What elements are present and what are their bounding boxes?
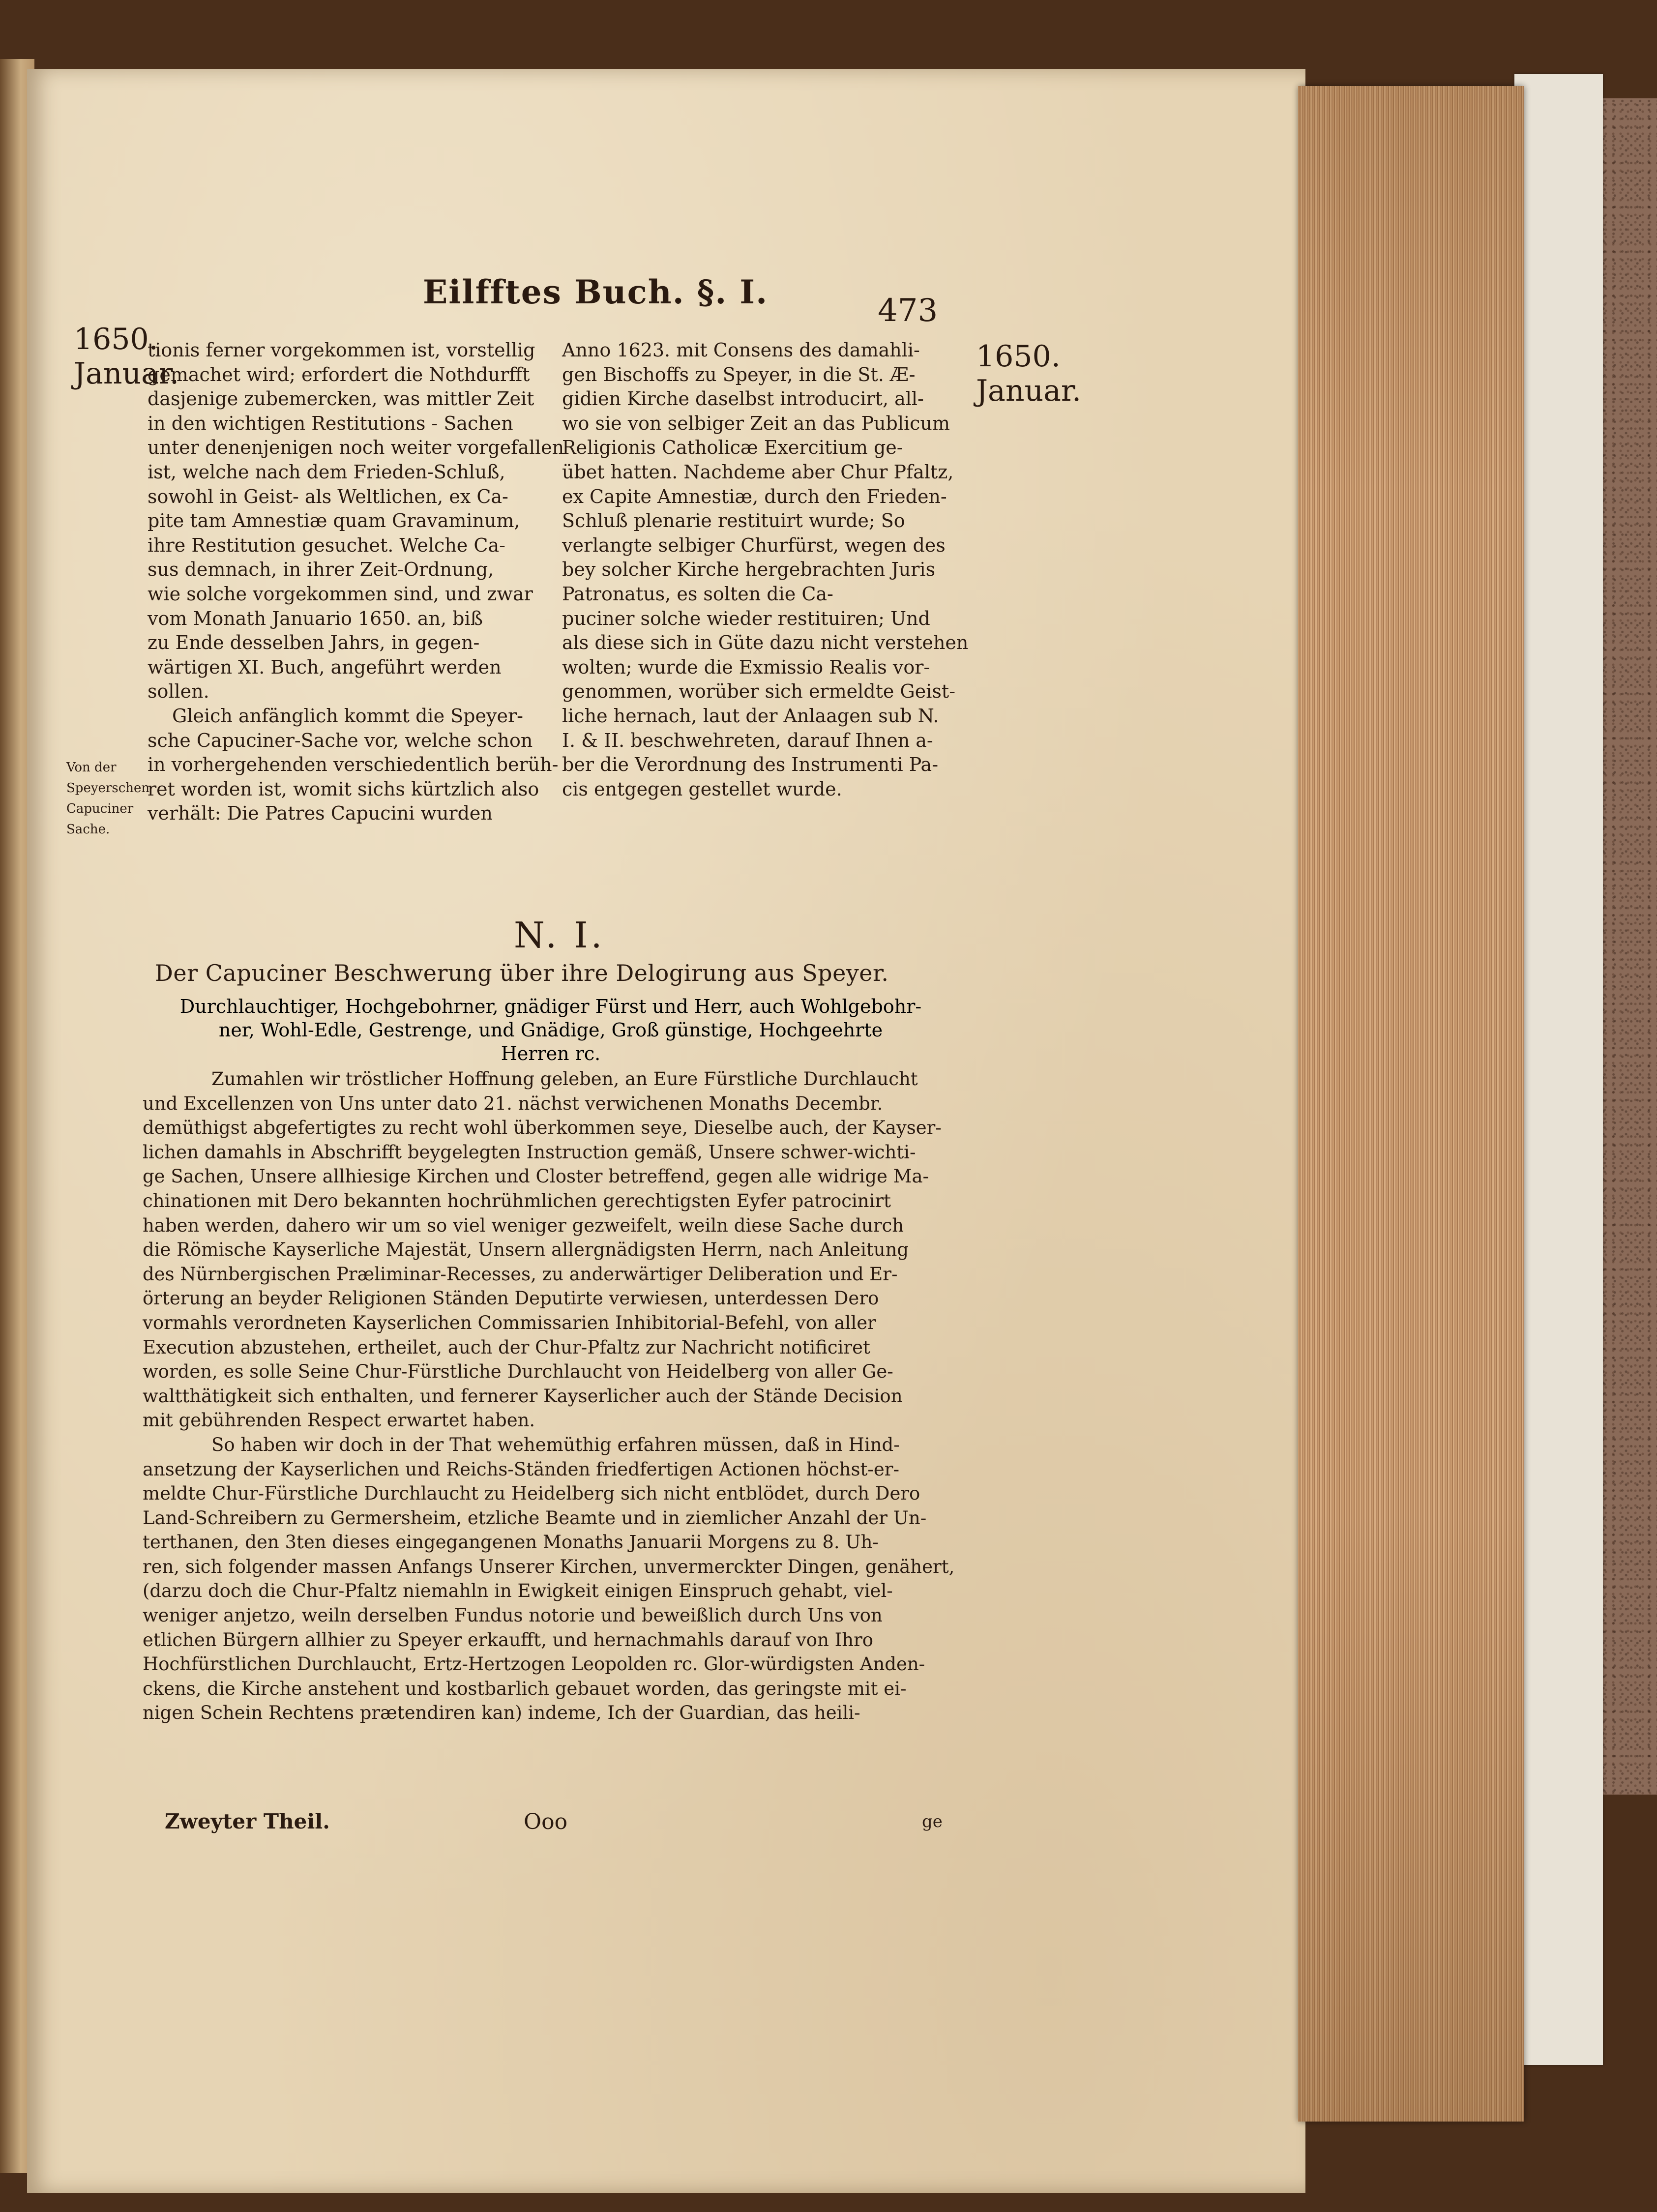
salutation: Durchlauchtiger, Hochgebohrner, gnädiger Fürst und Herr, auch Wohlgebohr- ner, Wohl-Edle, Gestrenge, und Gnädige, Groß günstige, Hochgeehrte Herren rc. (179, 996, 922, 1064)
margin-date-left: 1650. Januar. (74, 322, 179, 391)
footer-signature: Ooo (524, 1809, 568, 1834)
text-column-left: tionis ferner vorgekommen ist, vorstellig gemachet wird; erfordert die Nothdurfft dasjenige zubemercken, was mittler Zeit in den wichtigen Restitutions - Sachen unter denenjenigen noch weiter vorgefallen ist, welche nach dem Frieden-Schluß, sowohl in Geist- als Weltlichen, ex Ca- pite tam Amnestiæ quam Gravaminum, ihre Restitution gesuchet. Welche Ca- sus demnach, in ihrer Zeit-Ordnung, wie solche vorgekommen sind, und zwar vom Monath Januario 1650. an, biß zu Ende desselben Jahrs, in gegen- wärtigen XI. Buch, angeführt werden sollen. Gleich anfänglich kommt die Speyer- sche Capuciner-Sache vor, welche schon in vorhergehenden verschiedentlich berüh- ret worden ist, womit sichs kürtzlich also verhält: Die Patres Capucini wurden (148, 339, 564, 825)
background-sheet (1514, 74, 1603, 2065)
section-number: N. I. (514, 914, 605, 956)
section-title: Der Capuciner Beschwerung über ihre Delogirung aus Speyer. (155, 960, 889, 986)
page-block-edge (1298, 86, 1524, 2122)
margin-date-right: 1650. Januar. (976, 339, 1082, 408)
running-header: Eilfftes Buch. §. I. (423, 273, 769, 311)
margin-note: Von der Speyerschen Capuciner Sache. (66, 760, 150, 837)
page-number: 473 (878, 293, 938, 329)
footer-catchword: ge (922, 1812, 943, 1831)
footer-volume: Zweyter Theil. (165, 1809, 330, 1833)
letter-body: Zumahlen wir tröstlicher Hoffnung geleben, an Eure Fürstliche Durchlaucht und Excellenzen von Uns unter dato 21. nächst verwichenen Monaths Decembr. demüthigst abgefertigtes zu recht wohl überkommen seye, Dieselbe auch, der Kayser- lichen damahls in Abschrifft beygelegten Instruction gemäß, Unsere schwer-wichti- ge Sachen, Unsere allhiesige Kirchen und Closter betreffend, gegen alle widrige Ma- chinationen mit Dero bekannten hochrühmlichen gerechtigsten Eyfer patrocinirt haben werden, dahero wir um so viel weniger gezweifelt, weiln diese Sache durch die Römische Kayserliche Majestät, Unsern allergnädigsten Herrn, nach Anleitung des Nürnbergischen Præliminar-Recesses, zu anderwärtiger Deliberation und Er- örterung an beyder Religionen Ständen Deputirte verwiesen, unterdessen Dero vormahls verordneten Kayserlichen Commissarien Inhibitorial-Befehl, von aller Execution abzustehen, ertheilet, auch der Chur-Pfaltz zur Nachricht notificiret worden, es solle Seine Chur-Fürstliche Durchlaucht von Heidelberg von aller Ge- waltthätigkeit sich enthalten, und fernerer Kayserlicher auch der Stände Decision mit gebührenden Respect erwartet haben. So haben wir doch in der That wehemüthig erfahren müssen, daß in Hind- ansetzung der Kayserlichen und Reichs-Ständen friedfertigen Actionen höchst-er- meldte Chur-Fürstliche Durchlaucht zu Heidelberg sich nicht entblödet, durch Dero Land-Schreibern zu Germersheim, etzliche Beamte und in ziemlicher Anzahl der Un- terthanen, den 3ten dieses eingegangenen Monaths Januarii Morgens zu 8. Uh- ren, sich folgender massen Anfangs Unserer Kirchen, unvermerckter Dingen, genähert, (darzu doch die Chur-Pfaltz niemahln in Ewigkeit einigen Einspruch gehabt, viel- weniger anjetzo, weiln derselben Fundus notorie und beweißlich durch Uns von etlichen Bürgern allhier zu Speyer erkaufft, und hernachmahls darauf von Ihro Hochfürstlichen Durchlaucht, Ertz-Hertzogen Leopolden rc. Glor-würdigsten Anden- ckens, die Kirche anstehent und kostbarlich gebauet worden, das geringste mit ei- nigen Schein Rechtens prætendiren kan) indeme, Ich der Guardian, das heili- (143, 1068, 955, 1724)
text-column-right: Anno 1623. mit Consens des damahli- gen Bischoffs zu Speyer, in die St. Æ- gidien Kirche daselbst introducirt, all- wo sie von selbiger Zeit an das Publicum Religionis Catholicæ Exercitium ge- übet hatten. Nachdeme aber Chur Pfaltz, ex Capite Amnestiæ, durch den Frieden- Schluß plenarie restituirt wurde; So verlangte selbiger Churfürst, wegen des bey solcher Kirche hergebrachten Juris Patronatus, es solten die Ca- puciner solche wieder restituiren; Und als diese sich in Güte dazu nicht verstehen wolten; wurde die Exmissio Realis vor- genommen, worüber sich ermeldte Geist- liche hernach, laut der Anlaagen sub N. I. & II. beschwehreten, darauf Ihnen a- ber die Verordnung des Instrumenti Pa- cis entgegen gestellet wurde. (562, 339, 969, 800)
